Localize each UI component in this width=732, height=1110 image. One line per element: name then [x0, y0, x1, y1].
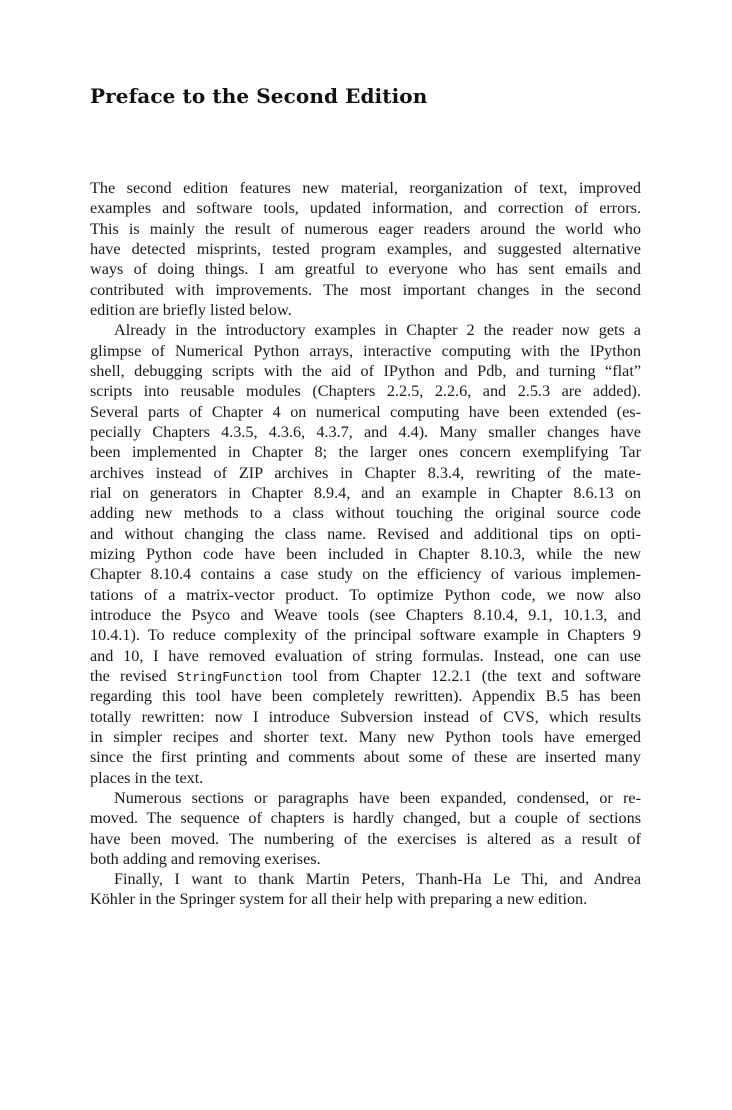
paragraph: [90, 788, 641, 869]
text-line: rial on generators in Chapter 8.9.4, and an example in Chapter 8.6.13 on: [90, 483, 641, 502]
text-line: introduce the Psyco and Weave tools (see Chapters 8.10.4, 9.1, 10.1.3, and: [90, 605, 641, 624]
text-line: edition are briefly listed below.: [90, 300, 292, 319]
text-line: This is mainly the result of numerous eager readers around the world who: [90, 219, 641, 238]
text-line: ways of doing things. I am greatful to everyone who has sent emails and: [90, 260, 641, 279]
paragraph: [90, 320, 641, 788]
text-line: Chapter 8.10.4 contains a case study on the efficiency of various implemen-: [90, 565, 641, 584]
text-line: mizing Python code have been included in Chapter 8.10.3, while the new: [90, 544, 641, 563]
text-line: Finally, I want to thank Martin Peters, Thanh-Ha Le Thi, and Andrea: [114, 870, 641, 889]
text-line: Several parts of Chapter 4 on numerical computing have been extended (es-: [90, 402, 641, 421]
text-line: glimpse of Numerical Python arrays, interactive computing with the IPython: [90, 341, 641, 360]
text-line: scripts into reusable modules (Chapters 2.2.5, 2.2.6, and 2.5.3 are added).: [90, 382, 641, 401]
text-line: The second edition features new material, reorganization of text, improved: [90, 179, 641, 197]
text-segment: tool from Chapter 12.2.1 (the text and software: [282, 666, 641, 685]
text-line: and without changing the class name. Revised and additional tips on opti-: [90, 524, 641, 543]
text-line: since the first printing and comments about some of these are inserted many: [90, 748, 641, 767]
text-segment: the revised: [90, 666, 177, 685]
text-line: pecially Chapters 4.3.5, 4.3.6, 4.3.7, and 4.4). Many smaller changes have: [90, 422, 641, 441]
paragraph: [90, 869, 641, 910]
text-line: been implemented in Chapter 8; the larger ones concern exemplifying Tar: [90, 443, 641, 462]
text-line: archives instead of ZIP archives in Chapter 8.3.4, rewriting of the mate-: [90, 463, 641, 482]
text-line: places in the text.: [90, 768, 204, 787]
text-line: [90, 666, 641, 686]
text-line: adding new methods to a class without touching the original source code: [90, 504, 641, 523]
text-line: 10.4.1). To reduce complexity of the principal software example in Chapters 9: [90, 626, 641, 645]
text-line: Köhler in the Springer system for all their help with preparing a new edition.: [90, 890, 588, 909]
text-line: have detected misprints, tested program examples, and suggested alternative: [90, 239, 641, 258]
text-line: tations of a matrix-vector product. To optimize Python code, we now also: [90, 585, 641, 604]
text-line: totally rewritten: now I introduce Subversion instead of CVS, which results: [90, 707, 641, 726]
preface-body: [90, 178, 641, 910]
text-line: regarding this tool have been completely rewritten). Appendix B.5 has been: [90, 687, 641, 706]
text-line: moved. The sequence of chapters is hardly changed, but a couple of sections: [90, 809, 641, 828]
text-line: contributed with improvements. The most important changes in the second: [90, 280, 641, 299]
paragraph: [90, 178, 641, 320]
text-line: examples and software tools, updated information, and correction of errors.: [90, 199, 641, 218]
text-line: Numerous sections or paragraphs have been expanded, condensed, or re-: [114, 788, 641, 807]
text-line: and 10, I have removed evaluation of string formulas. Instead, one can use: [90, 646, 641, 665]
page-title: Preface to the Second Edition: [90, 84, 428, 108]
text-line: both adding and removing exerises.: [90, 849, 321, 868]
text-line: in simpler recipes and shorter text. Many new Python tools have emerged: [90, 727, 641, 746]
text-line: have been moved. The numbering of the exercises is altered as a result of: [90, 829, 641, 848]
text-line: Already in the introductory examples in Chapter 2 the reader now gets a: [114, 321, 641, 340]
text-line: shell, debugging scripts with the aid of IPython and Pdb, and turning “flat”: [90, 361, 641, 380]
inline-code: StringFunction: [176, 668, 283, 684]
